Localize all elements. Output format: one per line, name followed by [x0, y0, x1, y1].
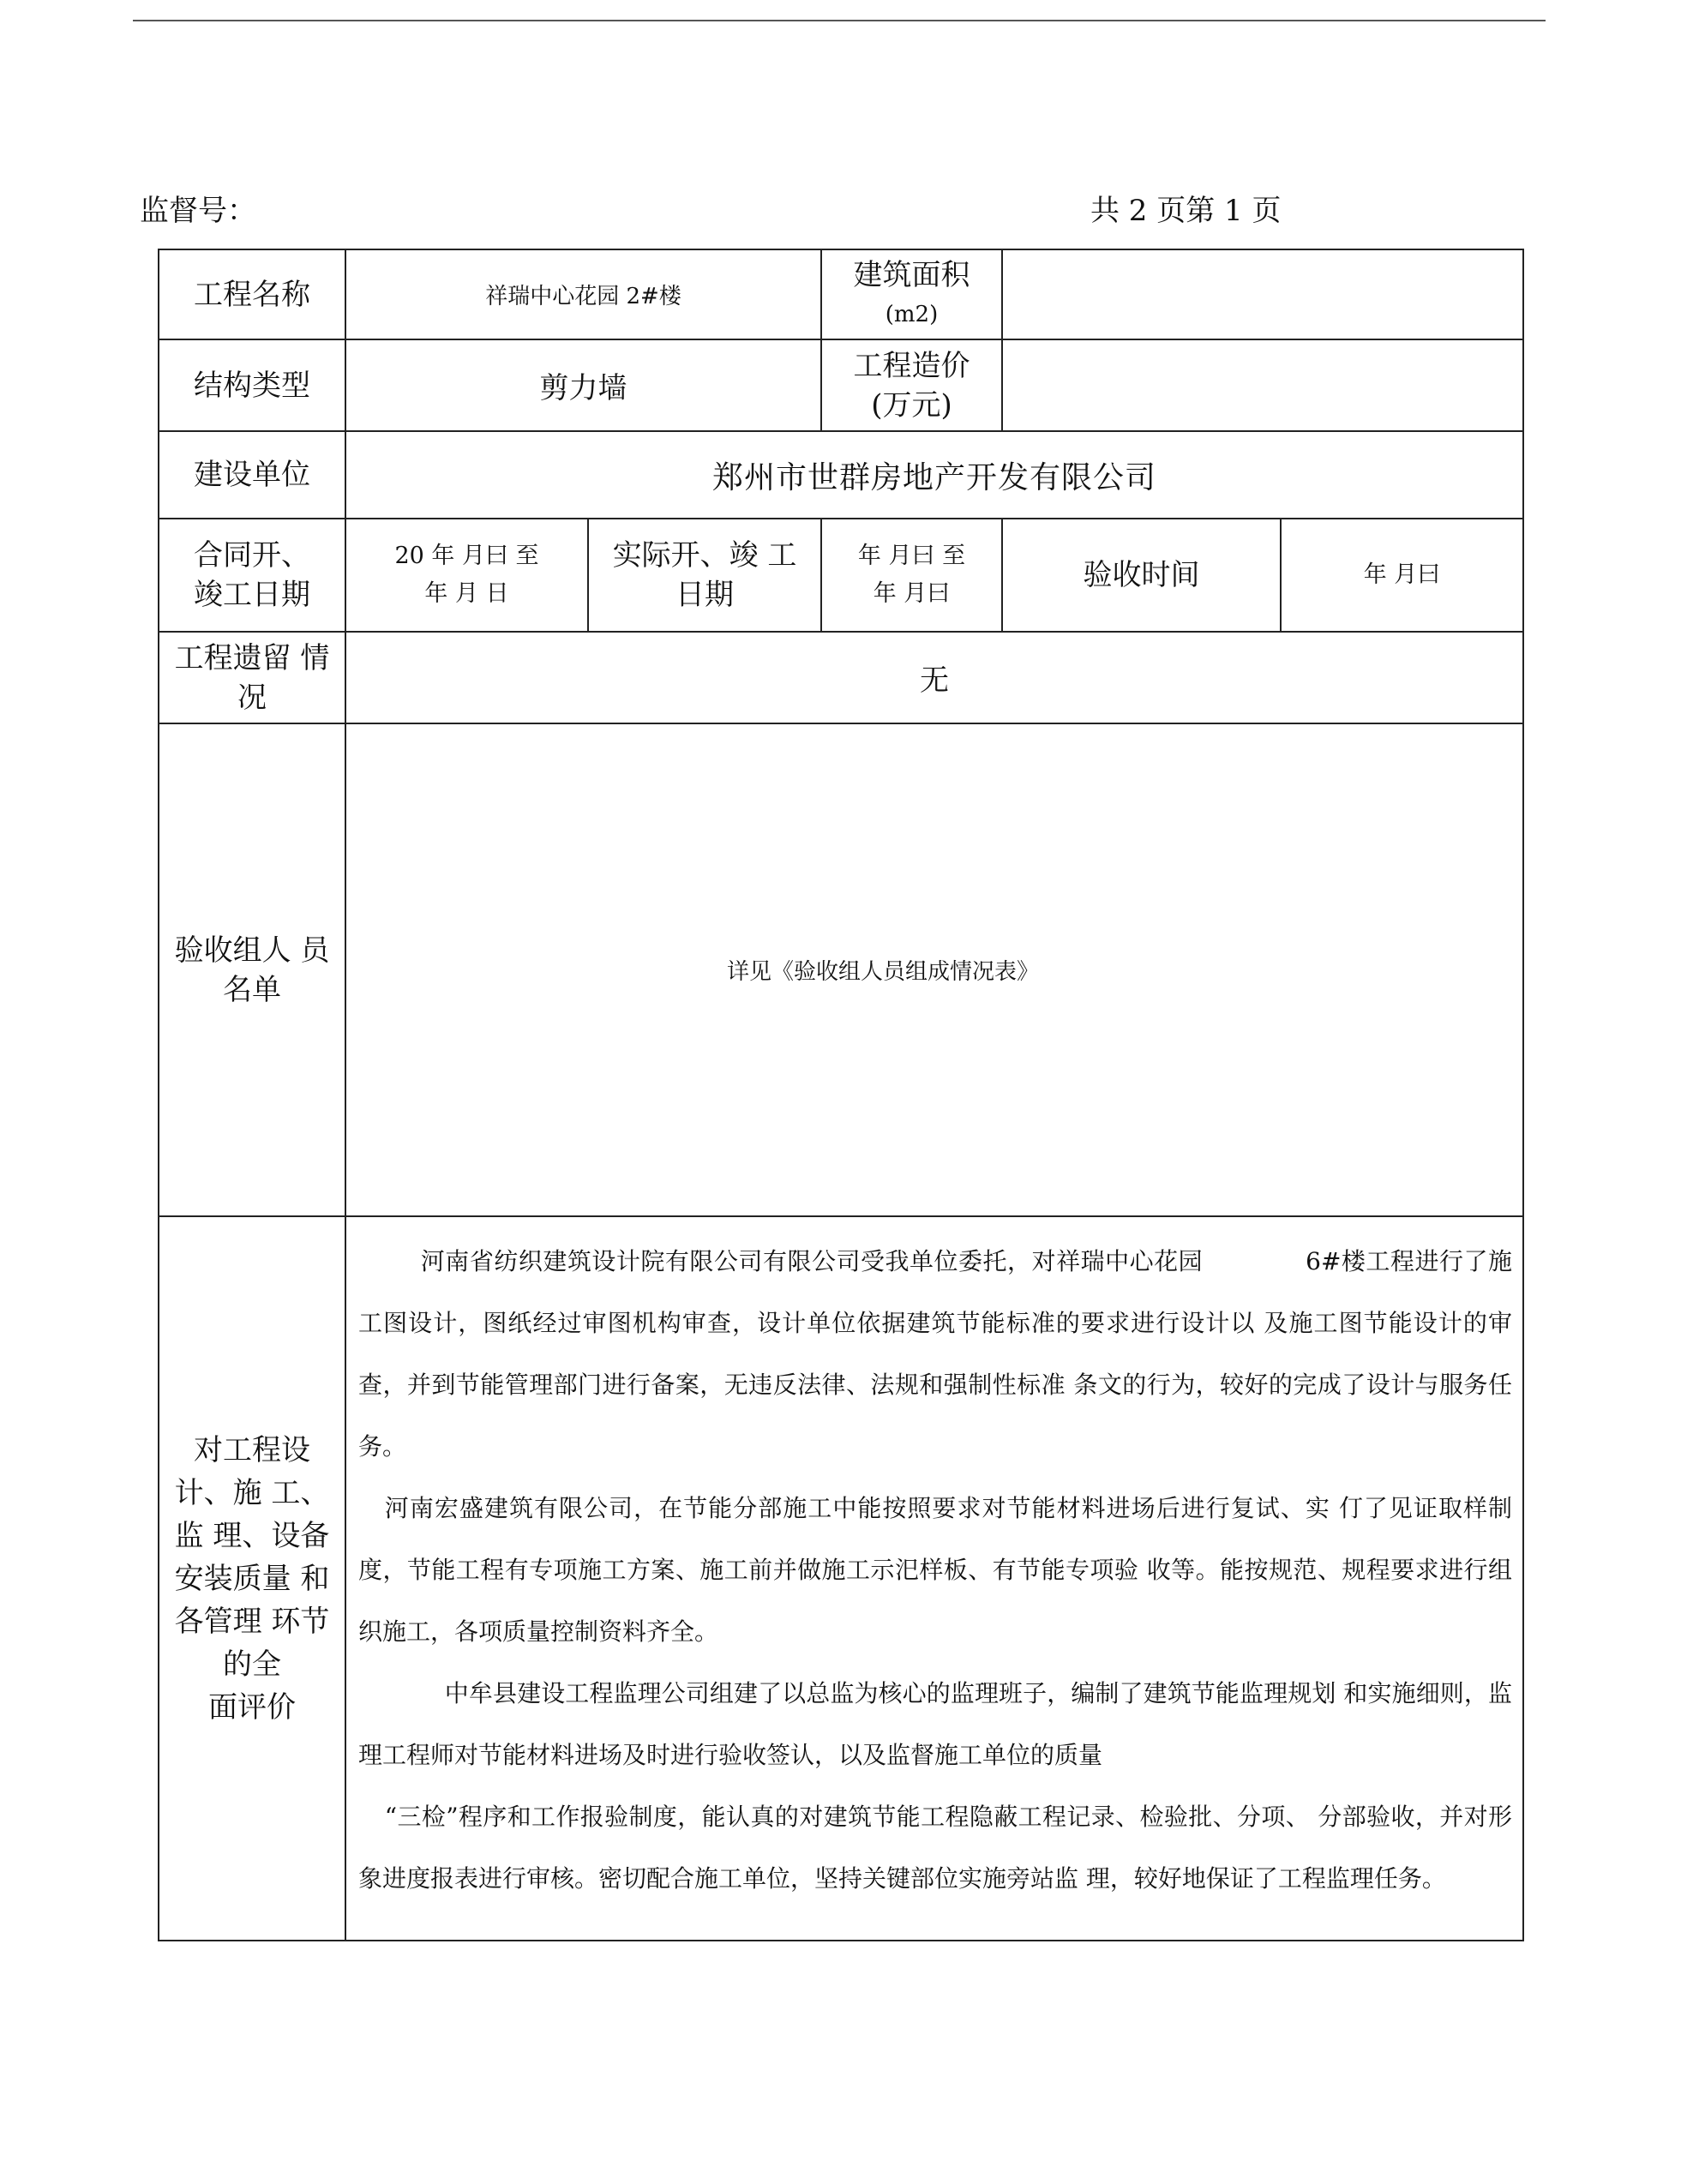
top-rule: [133, 20, 1546, 21]
row-structure-type: [159, 339, 1523, 431]
contract-dates-label-line1: 合同开、: [194, 538, 310, 573]
row-dates: [159, 519, 1523, 632]
row-evaluation: [159, 1216, 1523, 1941]
contract-dates-label-cell: [159, 519, 345, 632]
evaluation-paragraph-inspection: “三检”程序和工作报验制度，能认真的对建筑节能工程隐蔽工程记录、检验批、分项、 分部验收，并对形象进度报表进行审核。密切配合施工单位，坚持关键部位实施旁站监 理，较好地保证了工程监理任务。: [358, 1803, 1512, 1893]
building-area-label: 建筑面积: [853, 257, 970, 292]
actual-dates-label-line1: 实际开、竣 工: [612, 538, 797, 573]
remaining-issues-label-line1: 工程遗留 情: [174, 640, 330, 675]
evaluation-p1-part-b: 6#楼工程进行了施工图设计，图纸经过审图机构审查，设计单位依据建筑节能标准的要求进行设计以 及施工图节能设计的审查，并到节能管理部门进行备案，无违反法律、法规和强制性标准 条文的行为，较好的完成了设计与服务任务。: [358, 1247, 1512, 1461]
building-area-label-cell: [821, 249, 1002, 339]
remaining-issues-value: 无: [345, 632, 1523, 723]
project-cost-label-cell: [821, 339, 1002, 431]
evaluation-paragraph-construction: 河南宏盛建筑有限公司，在节能分部施工中能按照要求对节能材料进场后进行复试、实 仃了见证取样制度，节能工程有专项施工方案、施工前并做施工示汜样板、有节能专项验 收等。能按规范、规程要求进行组织施工，各项质量控制资料齐全。: [358, 1494, 1512, 1646]
actual-dates-value-cell: [821, 519, 1002, 632]
evaluation-label-line: 计、施 工、: [174, 1475, 330, 1510]
contract-dates-label-line2: 竣工日期: [194, 578, 310, 612]
actual-dates-line2: 年 月曰: [873, 580, 951, 607]
evaluation-label-line: 各管理 环节: [174, 1604, 330, 1639]
row-acceptance-team: [159, 723, 1523, 1216]
evaluation-label-line: 面评价: [208, 1689, 296, 1725]
row-developer: [159, 431, 1523, 519]
actual-dates-label-cell: [588, 519, 821, 632]
evaluation-text-cell: [345, 1216, 1523, 1941]
acceptance-team-value: 详见《验收组人员组成情况表》: [345, 723, 1523, 1216]
acceptance-team-label-line2: 名单: [223, 972, 281, 1007]
supervision-number-label: 监督号：: [140, 194, 256, 228]
evaluation-paragraph-supervision: 中牟县建设工程监理公司组建了以总监为核心的监理班子，编制了建筑节能监理规划 和实施细则，监理工程师对节能材料进场及时进行验收签认，以及监督施工单位的质量: [358, 1679, 1512, 1769]
row-project-name: [159, 249, 1523, 339]
acceptance-time-label: 验收时间: [1002, 519, 1281, 632]
project-name-value: 祥瑞中心花园 2#楼: [345, 249, 821, 339]
developer-value: 郑州市世群房地产开发有限公司: [345, 431, 1523, 519]
contract-dates-value-cell: [345, 519, 588, 632]
evaluation-paragraph-design: [358, 1231, 1512, 1478]
structure-type-label: 结构类型: [159, 339, 345, 431]
evaluation-label-line: 的全: [223, 1647, 281, 1682]
developer-label: 建设单位: [159, 431, 345, 519]
evaluation-label-line: 安装质量 和: [174, 1561, 330, 1596]
evaluation-label-line: 监 理、设备: [174, 1518, 330, 1553]
acceptance-form-table: [158, 249, 1524, 1941]
acceptance-team-label-line1: 验收组人 员: [174, 933, 330, 968]
contract-dates-line2: 年 月 日: [424, 580, 509, 607]
project-cost-value: [1002, 339, 1523, 431]
building-area-unit: (m2): [885, 301, 939, 327]
remaining-issues-label-line2: 况: [237, 680, 267, 715]
remaining-issues-label-cell: [159, 632, 345, 723]
actual-dates-line1: 年 月曰 至: [857, 543, 966, 569]
project-cost-unit: (万元): [871, 387, 952, 423]
project-name-label: 工程名称: [159, 249, 345, 339]
page-info: 共 2 页第 1 页: [1090, 194, 1282, 228]
structure-type-value: 剪力墙: [345, 339, 821, 431]
actual-dates-label-line2: 日期: [675, 578, 734, 612]
evaluation-label-line: 对工程设: [194, 1432, 310, 1467]
acceptance-team-label-cell: [159, 723, 345, 1216]
contract-dates-line1: 20 年 月曰 至: [394, 543, 539, 569]
row-remaining-issues: [159, 632, 1523, 723]
building-area-value: [1002, 249, 1523, 339]
project-cost-label: 工程造价: [853, 348, 970, 383]
evaluation-label-cell: [159, 1216, 345, 1941]
evaluation-p1-part-a: 河南省纺织建筑设计院有限公司有限公司受我单位委托，对祥瑞中心花园: [420, 1247, 1204, 1275]
acceptance-time-value: 年 月曰: [1281, 519, 1523, 632]
